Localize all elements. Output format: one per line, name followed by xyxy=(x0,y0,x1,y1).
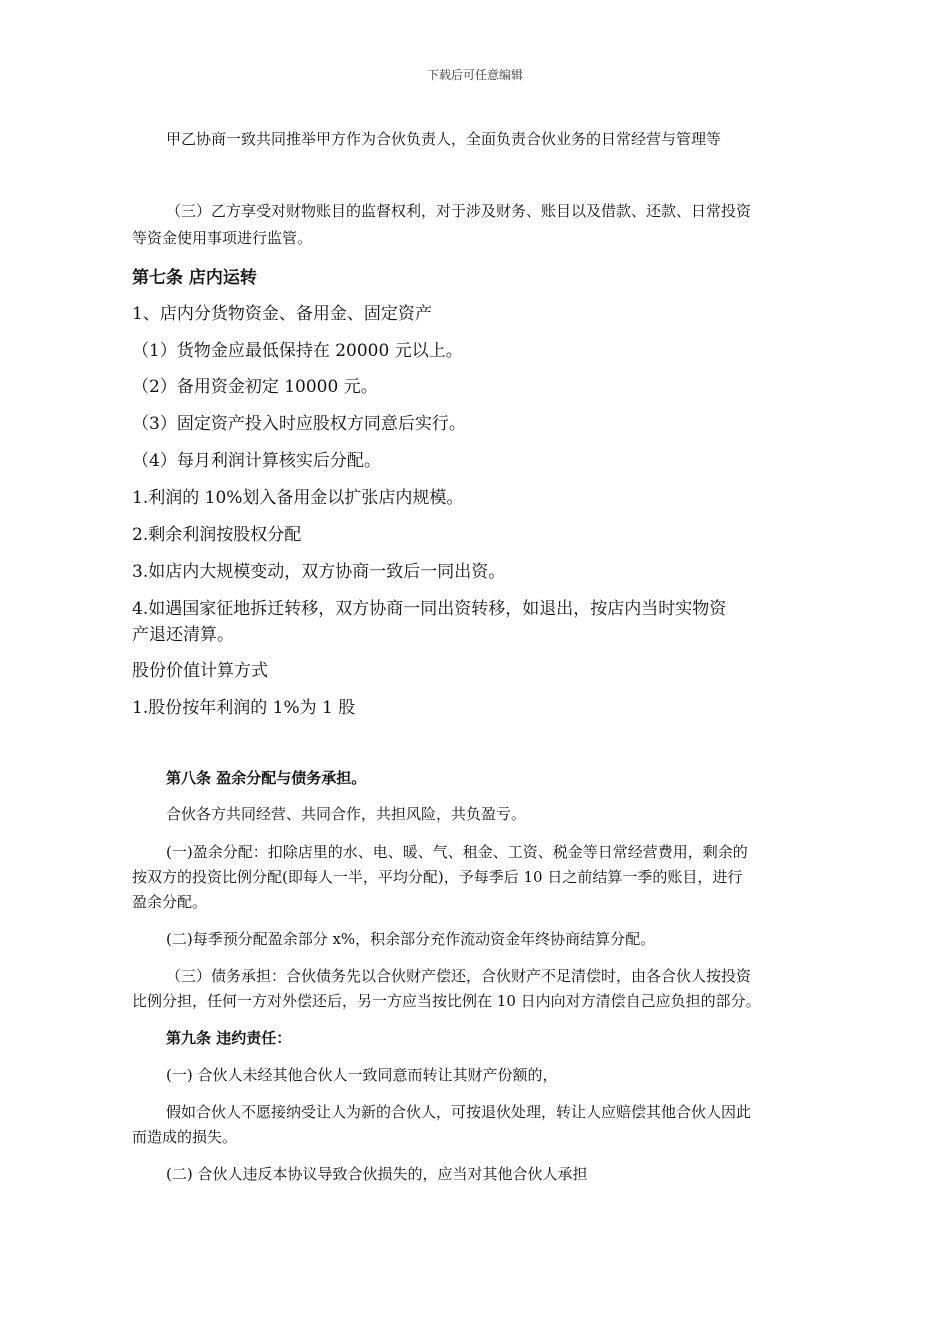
article9-item1b-line1: 假如合伙人不愿接纳受让人为新的合伙人，可按退伙处理，转让人应赔偿其他合伙人因此 xyxy=(166,1103,752,1121)
article9-item2: (二) 合伙人违反本协议导致合伙损失的，应当对其他合伙人承担 xyxy=(166,1165,588,1183)
article8-intro: 合伙各方共同经营、共同合作，共担风险，共负盈亏。 xyxy=(166,805,527,823)
article8-title: 第八条 盈余分配与债务承担。 xyxy=(166,769,367,787)
article8-item3-line2: 比例分担，任何一方对外偿还后，另一方应当按比例在 10 日内向对方清偿自己应负担的部分。 xyxy=(132,992,761,1010)
item3-line1: （三）乙方享受对财物账目的监督权利，对于涉及财务、账目以及借款、还款、日常投资 xyxy=(166,202,752,220)
article7-num4-line2: 产退还清算。 xyxy=(132,625,234,645)
article7-num1: 1.利润的 10%划入备用金以扩张店内规模。 xyxy=(132,488,464,508)
article7-point2: （2）备用资金初定 10000 元。 xyxy=(132,377,378,397)
article9-title: 第九条 违约责任： xyxy=(166,1029,292,1047)
share-value-title: 股份价值计算方式 xyxy=(132,661,268,681)
article9-item1b-line2: 而造成的损失。 xyxy=(132,1128,238,1146)
article8-item1-line3: 盈余分配。 xyxy=(132,893,208,911)
article7-point4: （4）每月利润计算核实后分配。 xyxy=(132,451,381,471)
article8-item1-line1: (一)盈余分配：扣除店里的水、电、暖、气、租金、工资、税金等日常经营费用，剩余的 xyxy=(166,843,748,861)
intro-paragraph: 甲乙协商一致共同推举甲方作为合伙负责人，全面负责合伙业务的日常经营与管理等 xyxy=(166,130,722,148)
article7-point3: （3）固定资产投入时应股权方同意后实行。 xyxy=(132,414,466,434)
article8-item2: (二)每季预分配盈余部分 x%，积余部分充作流动资金年终协商结算分配。 xyxy=(166,930,656,948)
article9-item1: (一) 合伙人未经其他合伙人一致同意而转让其财产份额的， xyxy=(166,1066,558,1084)
article7-num2: 2.剩余利润按股权分配 xyxy=(132,525,302,545)
article7-num3: 3.如店内大规模变动，双方协商一致后一同出资。 xyxy=(132,562,506,582)
article7-num4-line1: 4.如遇国家征地拆迁转移，双方协商一同出资转移，如退出，按店内当时实物资 xyxy=(132,599,727,619)
article7-point1: （1）货物金应最低保持在 20000 元以上。 xyxy=(132,341,463,361)
share-value-item1: 1.股份按年利润的 1%为 1 股 xyxy=(132,698,356,718)
article8-item3-line1: （三）债务承担：合伙债务先以合伙财产偿还，合伙财产不足清偿时，由各合伙人按投资 xyxy=(166,967,752,985)
article8-item1-line2: 按双方的投资比例分配(即每人一半，平均分配)，予每季后 10 日之前结算一季的账目，进行 xyxy=(132,868,743,886)
article7-title: 第七条 店内运转 xyxy=(132,268,257,288)
item3-line2: 等资金使用事项进行监管。 xyxy=(132,229,313,247)
page-header: 下载后可任意编辑 xyxy=(426,68,523,82)
article7-item1: 1、店内分货物资金、备用金、固定资产 xyxy=(132,304,432,324)
